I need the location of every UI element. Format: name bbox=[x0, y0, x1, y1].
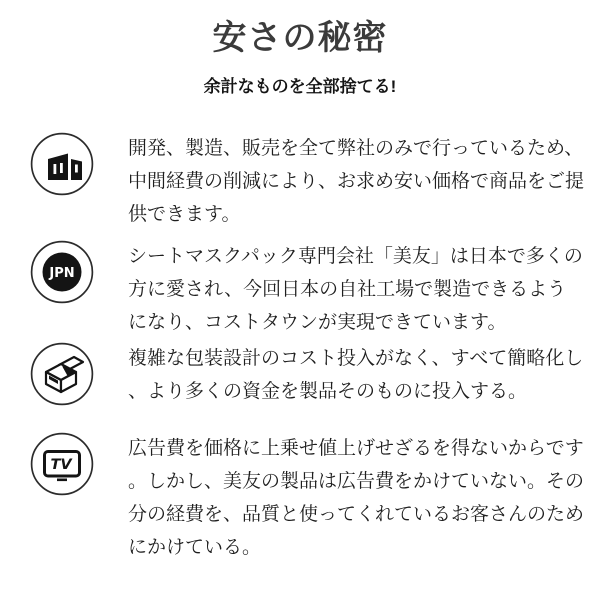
jpn-badge-label: JPN bbox=[49, 266, 75, 281]
page-subtitle: 余計なものを全部捨てる! bbox=[203, 77, 397, 96]
header bbox=[0, 0, 600, 100]
tv-badge-label: TV bbox=[50, 457, 72, 473]
company-buildings-icon bbox=[30, 132, 94, 196]
feature-text: 広告費を価格に上乗せ値上げせざるを得ないからです。しかし、美友の製品は広告費をかけていない。その分の経費を、品質と使ってくれているお客さんのためにかけている。 bbox=[128, 438, 585, 558]
feature-text: 複雑な包装設計のコスト投入がなく、すべて簡略化し、より多くの資金を製品そのものに投入する。 bbox=[128, 348, 584, 402]
feature-row-packaging bbox=[30, 342, 600, 408]
feature-row-advertising bbox=[30, 432, 600, 564]
tv-icon bbox=[30, 432, 94, 496]
feature-list bbox=[0, 132, 600, 564]
jpn-badge-icon bbox=[30, 240, 94, 304]
feature-text: 開発、製造、販売を全て弊社のみで行っているため、中間経費の削減により、お求め安い価格で商品をご提供できます。 bbox=[128, 138, 585, 225]
feature-row-japan bbox=[30, 240, 600, 339]
package-box-icon bbox=[30, 342, 94, 406]
feature-text: シートマスクパック専門会社「美友」は日本で多くの方に愛され、今回日本の自社工場で製造できるようになり、コストタウンが実現できています。 bbox=[128, 246, 583, 333]
page-title: 安さの秘密 bbox=[212, 20, 388, 57]
feature-row-company bbox=[30, 132, 600, 231]
